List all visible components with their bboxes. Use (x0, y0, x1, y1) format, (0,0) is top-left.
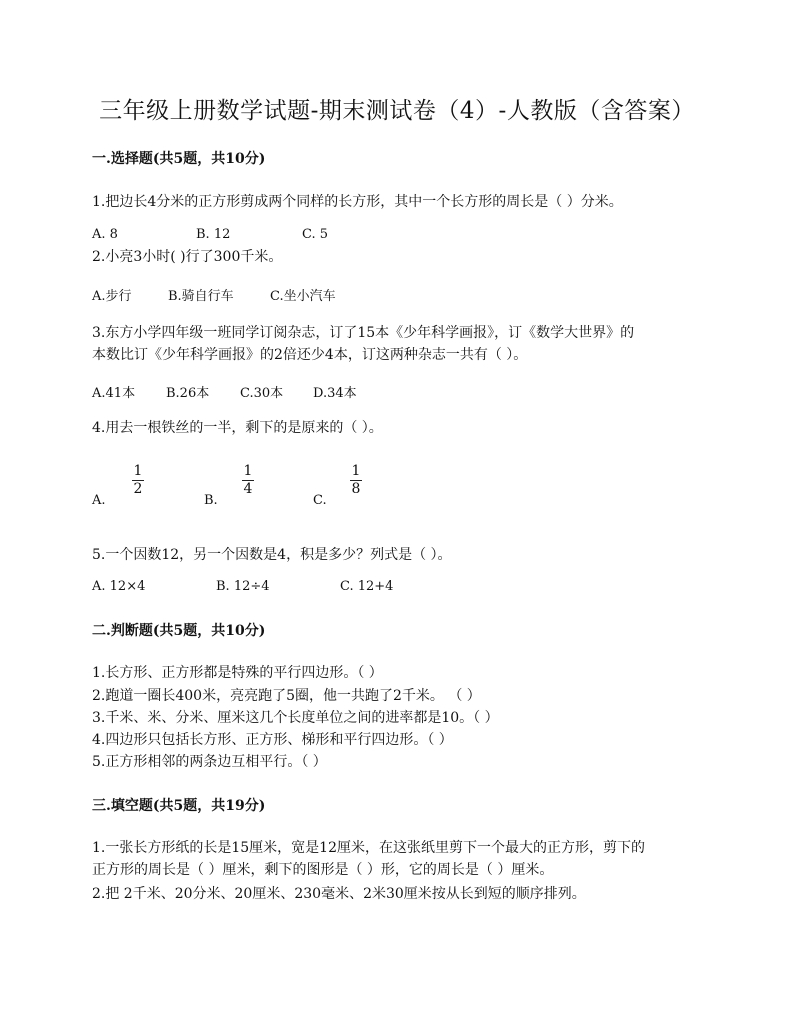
fraction-denominator: 8 (351, 481, 361, 497)
fill-question-1-line2: 正方形的周长是（ ）厘米，剩下的图形是（ ）形，它的周长是（ ）厘米。 (92, 862, 554, 878)
option-1-3-d: D.34本 (313, 386, 357, 401)
option-1-4-b-label: B. (204, 493, 218, 508)
section-2-heading: 二.判断题(共5题，共10分) (92, 623, 266, 639)
page-title: 三年级上册数学试题-期末测试卷（4）-人教版（含答案） (99, 98, 695, 124)
question-1-1: 1.把边长4分米的正方形剪成两个同样的长方形，其中一个长方形的周长是（ ）分米。 (92, 194, 623, 210)
option-1-3-b: B.26本 (166, 386, 210, 401)
section-3-heading: 三.填空题(共5题，共19分) (92, 798, 266, 814)
option-1-1-a: A. 8 (92, 227, 118, 242)
question-1-4: 4.用去一根铁丝的一半，剩下的是原来的（ ）。 (92, 420, 383, 436)
fraction-denominator: 2 (133, 481, 143, 497)
option-1-5-a: A. 12×4 (92, 579, 146, 594)
question-1-5: 5.一个因数12，另一个因数是4，积是多少？列式是（ ）。 (92, 547, 452, 563)
judge-item-3: 3.千米、米、分米、厘米这几个长度单位之间的进率都是10。（ ） (92, 710, 499, 726)
option-1-4-c-label: C. (313, 493, 327, 508)
section-1-heading: 一.选择题(共5题，共10分) (92, 151, 266, 167)
fraction-denominator: 4 (243, 481, 253, 497)
fraction-numerator: 1 (351, 463, 361, 479)
option-1-5-b: B. 12÷4 (216, 579, 270, 594)
judge-item-1: 1.长方形、正方形都是特殊的平行四边形。（ ） (92, 665, 383, 681)
judge-item-2: 2.跑道一圈长400米，亮亮跑了5圈，他一共跑了2千米。 （ ） (92, 688, 481, 704)
option-1-2-b: B.骑自行车 (168, 289, 234, 304)
fill-question-2: 2.把 2千米、20分米、20厘米、230毫米、2米30厘米按从长到短的顺序排列。 (92, 886, 586, 902)
option-1-3-a: A.41本 (92, 386, 136, 401)
option-1-2-a: A.步行 (92, 289, 132, 304)
question-1-3-line2: 本数比订《少年科学画报》的2倍还少4本，订这两种杂志一共有（ ）。 (92, 347, 528, 363)
question-1-3-line1: 3.东方小学四年级一班同学订阅杂志，订了15本《少年科学画报》，订《数学大世界》的 (92, 325, 635, 341)
fraction-one-half (130, 464, 146, 497)
option-1-1-b: B. 12 (196, 227, 231, 242)
judge-item-5: 5.正方形相邻的两条边互相平行。（ ） (92, 754, 327, 770)
option-1-3-c: C.30本 (240, 386, 284, 401)
fraction-one-eighth (348, 464, 364, 497)
fraction-one-quarter (240, 464, 256, 497)
fill-question-1-line1: 1.一张长方形纸的长是15厘米，宽是12厘米，在这张纸里剪下一个最大的正方形，剪下的 (92, 840, 645, 856)
fraction-numerator: 1 (243, 463, 253, 479)
option-1-4-a-label: A. (92, 493, 106, 508)
option-1-1-c: C. 5 (302, 227, 329, 242)
option-1-5-c: C. 12+4 (340, 579, 394, 594)
question-1-2: 2.小亮3小时( )行了300千米。 (92, 249, 283, 265)
fraction-numerator: 1 (133, 463, 143, 479)
judge-item-4: 4.四边形只包括长方形、正方形、梯形和平行四边形。（ ） (92, 732, 453, 748)
option-1-2-c: C.坐小汽车 (270, 289, 336, 304)
